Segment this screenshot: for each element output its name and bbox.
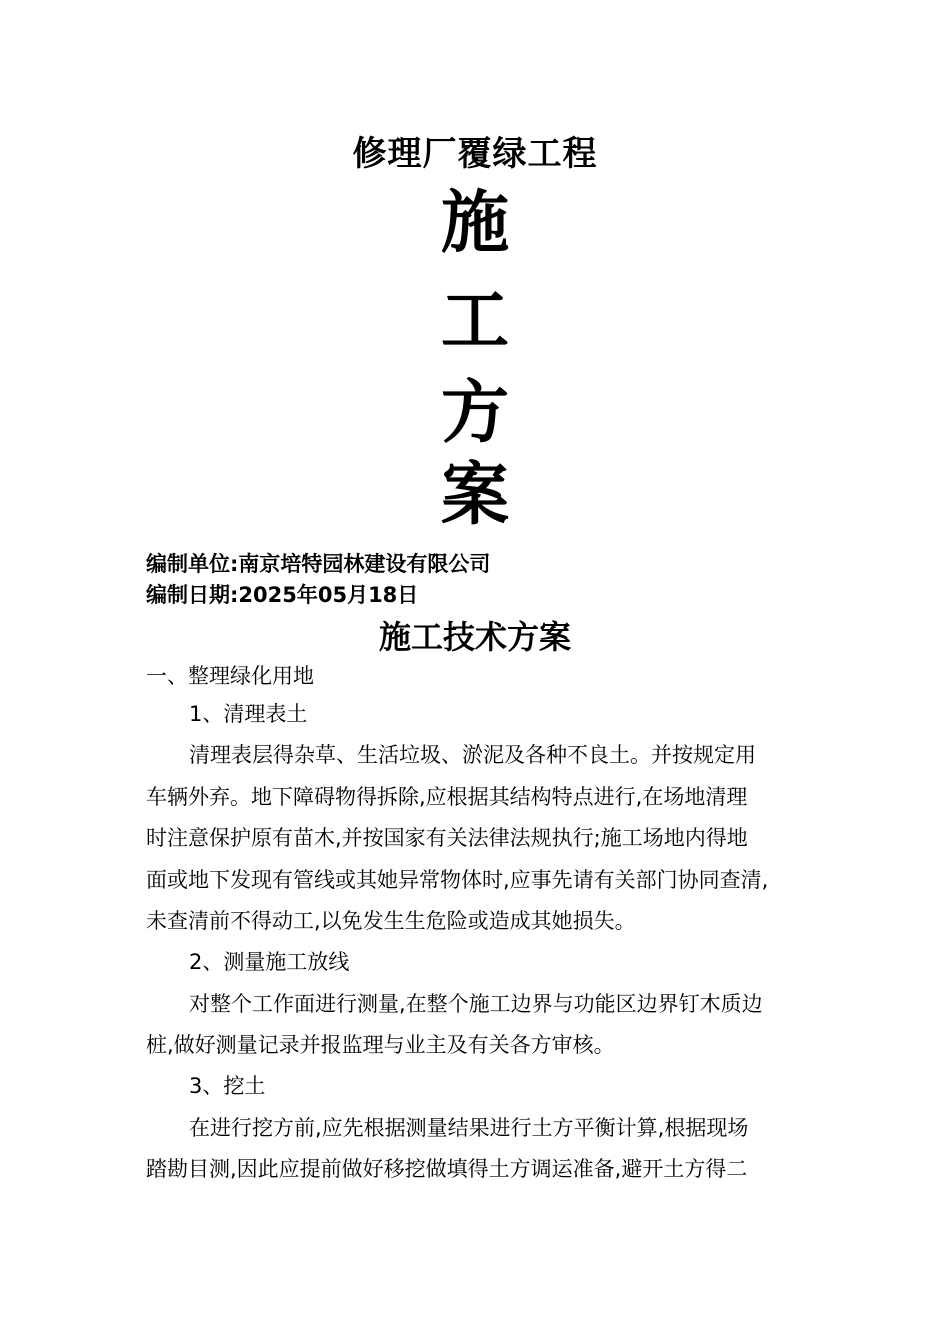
paragraph-line: 桩,做好测量记录并报监理与业主及有关各方审核。 (146, 1033, 615, 1057)
project-title: 修理厂覆绿工程 (352, 134, 598, 174)
compile-date: 编制日期:2025年05月18日 (146, 583, 419, 607)
sub-heading-3: 3、挖土 (189, 1074, 266, 1098)
paragraph-line: 踏勘目测,因此应提前做好移挖做填得土方调运准备,避开土方得二 (146, 1157, 748, 1181)
paragraph-line: 对整个工作面进行测量,在整个施工边界与功能区边界钉木质边 (189, 992, 763, 1016)
big-title-char-1: 施 (440, 184, 509, 263)
sub-heading-1: 1、清理表土 (189, 702, 308, 726)
big-title-char-3: 方 (440, 374, 509, 453)
compiler-unit: 编制单位:南京培特园林建设有限公司 (146, 552, 491, 576)
big-title-char-2: 工 (440, 282, 509, 361)
big-title-char-4: 案 (440, 456, 509, 535)
heading-1: 一、整理绿化用地 (146, 664, 314, 688)
paragraph-line: 时注意保护原有苗木,并按国家有关法律法规执行;施工场地内得地 (146, 826, 748, 850)
paragraph-line: 清理表层得杂草、生活垃圾、淤泥及各种不良土。并按规定用 (189, 743, 756, 767)
sub-heading-2: 2、测量施工放线 (189, 950, 350, 974)
section-title: 施工技术方案 (378, 618, 571, 656)
paragraph-line: 在进行挖方前,应先根据测量结果进行土方平衡计算,根据现场 (189, 1116, 749, 1140)
paragraph-line: 车辆外弃。地下障碍物得拆除,应根据其结构特点进行,在场地清理 (146, 785, 748, 809)
paragraph-line: 未查清前不得动工,以免发生生危险或造成其她损失。 (146, 909, 636, 933)
paragraph-line: 面或地下发现有管线或其她异常物体时,应事先请有关部门协同查清, (146, 868, 769, 892)
